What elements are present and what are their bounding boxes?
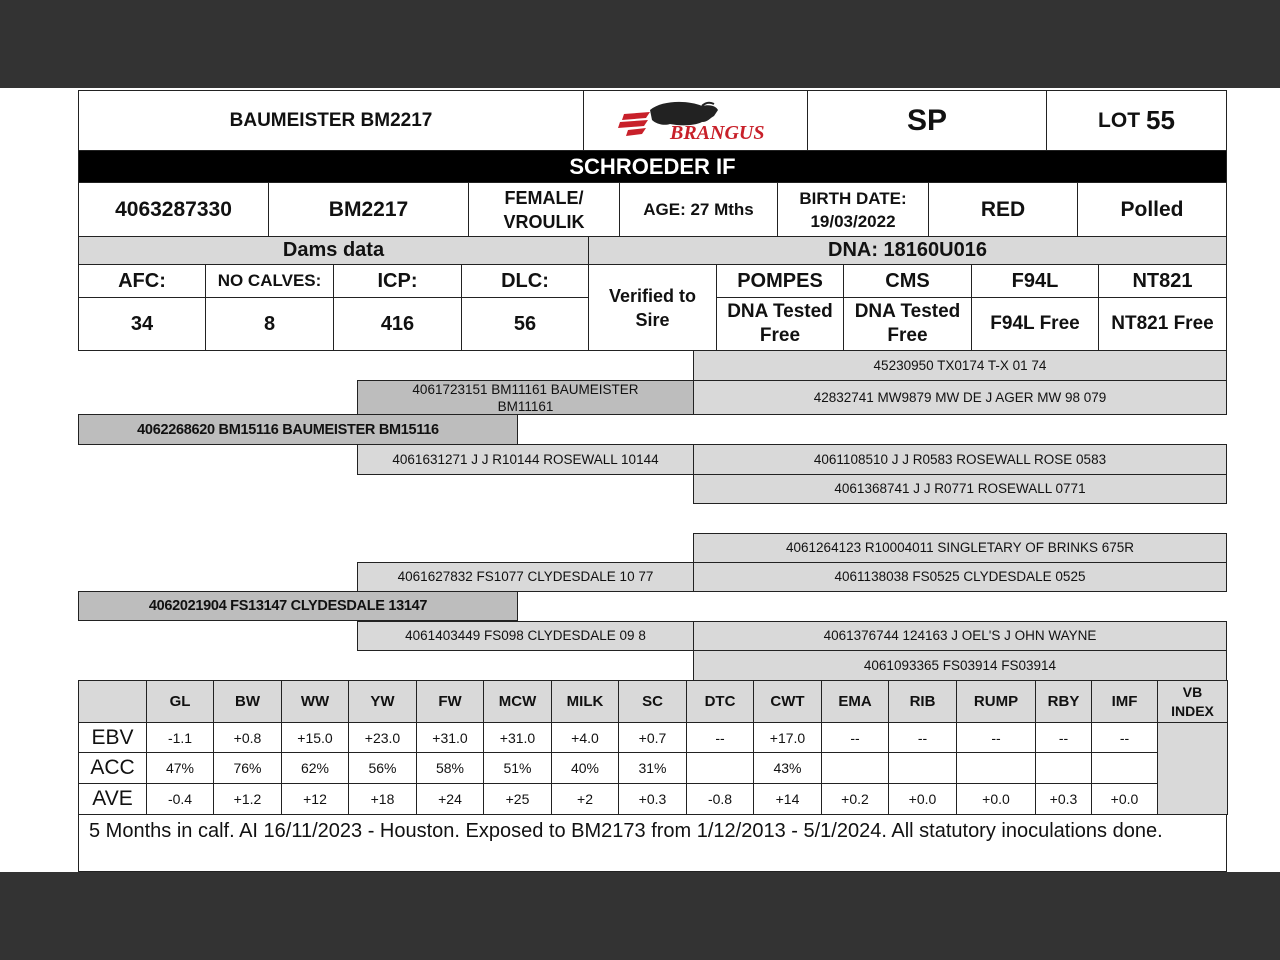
- ebv-column-header: RUMP: [956, 680, 1036, 723]
- ebv-column-header: RIB: [888, 680, 957, 723]
- ebv-value-cell: --: [956, 722, 1036, 753]
- ebv-value-cell: +17.0: [753, 722, 822, 753]
- afc-value: 34: [78, 297, 206, 351]
- ebv-row-label: ACC: [78, 752, 147, 784]
- nt821-label: NT821: [1098, 264, 1227, 298]
- ebv-value-cell: +0.3: [1035, 783, 1092, 815]
- id-number: 4063287330: [78, 182, 269, 237]
- ebv-value-cell: +14: [753, 783, 822, 815]
- ebv-column-header: DTC: [686, 680, 754, 723]
- ebv-row-label: AVE: [78, 783, 147, 815]
- ebv-value-cell: --: [821, 722, 889, 753]
- ebv-column-header: RBY: [1035, 680, 1092, 723]
- f94l-label: F94L: [971, 264, 1099, 298]
- pedigree-sire-sire-sire: 45230950 TX0174 T-X 01 74: [693, 350, 1227, 381]
- ebv-value-cell: -1.1: [146, 722, 214, 753]
- ebv-value-cell: +2: [551, 783, 619, 815]
- pedigree-dam-sire-dam: 4061138038 FS0525 CLYDESDALE 0525: [693, 562, 1227, 592]
- cms-result: DNA Tested Free: [843, 297, 972, 351]
- ebv-value-cell: +1.2: [213, 783, 282, 815]
- calves-label: NO CALVES:: [205, 264, 334, 298]
- ebv-value-cell: +0.7: [618, 722, 687, 753]
- dna-title: DNA: 18160U016: [588, 236, 1227, 265]
- ebv-column-header: WW: [281, 680, 349, 723]
- ebv-value-cell: 31%: [618, 752, 687, 784]
- ebv-column-header: FW: [416, 680, 484, 723]
- ebv-value-cell: --: [888, 722, 957, 753]
- pedigree-sire-dam-sire: 4061108510 J J R0583 ROSEWALL ROSE 0583: [693, 444, 1227, 475]
- ebv-column-header: EMA: [821, 680, 889, 723]
- notes: 5 Months in calf. AI 16/11/2023 - Houston. Exposed to BM2173 from 1/12/2013 - 5/1/2024. All statutory inoculations done.: [78, 814, 1227, 872]
- ebv-value-cell: +18: [348, 783, 417, 815]
- ebv-value-cell: [956, 752, 1036, 784]
- ebv-column-header: BW: [213, 680, 282, 723]
- pedigree-sire: 4062268620 BM15116 BAUMEISTER BM15116: [78, 414, 518, 445]
- ebv-value-cell: -0.4: [146, 783, 214, 815]
- ebv-row-label: EBV: [78, 722, 147, 753]
- ebv-value-cell: [686, 752, 754, 784]
- lot-number: 55: [1146, 105, 1175, 135]
- ebv-value-cell: --: [686, 722, 754, 753]
- pedigree-sire-sire: 4061723151 BM11161 BAUMEISTER BM11161: [357, 380, 694, 415]
- dlc-label: DLC:: [461, 264, 589, 298]
- svg-text:BRANGUS: BRANGUS: [670, 121, 765, 144]
- ebv-value-cell: +4.0: [551, 722, 619, 753]
- ebv-value-cell: 40%: [551, 752, 619, 784]
- ebv-value-cell: 62%: [281, 752, 349, 784]
- bull-logo-icon: [610, 96, 780, 146]
- ebv-value-cell: +0.0: [888, 783, 957, 815]
- ebv-value-cell: 58%: [416, 752, 484, 784]
- ebv-corner-cell: [78, 680, 147, 723]
- ebv-column-header: YW: [348, 680, 417, 723]
- ebv-value-cell: +31.0: [483, 722, 552, 753]
- pedigree-dam-dam-dam: 4061093365 FS03914 FS03914: [693, 650, 1227, 681]
- lot-cell: [1046, 90, 1227, 151]
- ebv-column-header: GL: [146, 680, 214, 723]
- ebv-column-header: MILK: [551, 680, 619, 723]
- calves-value: 8: [205, 297, 334, 351]
- pedigree-dam-sire: 4061627832 FS1077 CLYDESDALE 10 77: [357, 562, 694, 592]
- ebv-value-cell: [888, 752, 957, 784]
- birth-date-value: 19/03/2022: [810, 211, 896, 231]
- ebv-value-cell: +24: [416, 783, 484, 815]
- verified-to-sire: Verified to Sire: [588, 264, 717, 351]
- age-cell: AGE: 27 Mths: [619, 182, 778, 237]
- pedigree-dam-dam: 4061403449 FS098 CLYDESDALE 09 8: [357, 621, 694, 651]
- ebv-value-cell: [1091, 752, 1158, 784]
- birth-date-cell: [777, 182, 929, 237]
- ebv-value-cell: +0.8: [213, 722, 282, 753]
- ebv-value-cell: 51%: [483, 752, 552, 784]
- colour-cell: RED: [928, 182, 1078, 237]
- animal-name: BAUMEISTER BM2217: [78, 90, 584, 151]
- icp-value: 416: [333, 297, 462, 351]
- birth-date-label: BIRTH DATE:: [799, 188, 907, 208]
- ebv-column-header: IMF: [1091, 680, 1158, 723]
- ebv-value-cell: 56%: [348, 752, 417, 784]
- ebv-value-cell: --: [1091, 722, 1158, 753]
- grade-badge: SP: [807, 90, 1047, 151]
- ebv-value-cell: +0.0: [956, 783, 1036, 815]
- dlc-value: 56: [461, 297, 589, 351]
- f94l-result: F94L Free: [971, 297, 1099, 351]
- ebv-value-cell: +23.0: [348, 722, 417, 753]
- ebv-value-cell: 47%: [146, 752, 214, 784]
- ebv-value-cell: +0.2: [821, 783, 889, 815]
- nt821-result: NT821 Free: [1098, 297, 1227, 351]
- sex-cell: FEMALE/ VROULIK: [468, 182, 620, 237]
- pompes-result: DNA Tested Free: [716, 297, 844, 351]
- vb-index-value: [1157, 722, 1228, 815]
- ebv-column-header: SC: [618, 680, 687, 723]
- cms-label: CMS: [843, 264, 972, 298]
- ebv-value-cell: +25: [483, 783, 552, 815]
- pedigree-sire-dam-dam: 4061368741 J J R0771 ROSEWALL 0771: [693, 474, 1227, 504]
- ebv-value-cell: -0.8: [686, 783, 754, 815]
- icp-label: ICP:: [333, 264, 462, 298]
- ebv-value-cell: [821, 752, 889, 784]
- pedigree-sire-sire-dam: 42832741 MW9879 MW DE J AGER MW 98 079: [693, 380, 1227, 415]
- ebv-value-cell: [1035, 752, 1092, 784]
- dams-data-title: Dams data: [78, 236, 589, 265]
- ebv-value-cell: +0.3: [618, 783, 687, 815]
- brangus-logo: [583, 90, 807, 151]
- ebv-value-cell: --: [1035, 722, 1092, 753]
- horn-status-cell: Polled: [1077, 182, 1227, 237]
- vb-index-header: VB INDEX: [1157, 680, 1228, 723]
- ebv-value-cell: 76%: [213, 752, 282, 784]
- pedigree-sire-dam: 4061631271 J J R10144 ROSEWALL 10144: [357, 444, 694, 475]
- lot-label: LOT: [1098, 108, 1141, 132]
- ebv-value-cell: +15.0: [281, 722, 349, 753]
- pedigree-dam: 4062021904 FS13147 CLYDESDALE 13147: [78, 591, 518, 621]
- ebv-value-cell: +12: [281, 783, 349, 815]
- ebv-value-cell: +0.0: [1091, 783, 1158, 815]
- afc-label: AFC:: [78, 264, 206, 298]
- pedigree-dam-sire-sire: 4061264123 R10004011 SINGLETARY OF BRINKS 675R: [693, 533, 1227, 563]
- ebv-value-cell: +31.0: [416, 722, 484, 753]
- ebv-value-cell: 43%: [753, 752, 822, 784]
- breeder-bar: SCHROEDER IF: [78, 150, 1227, 183]
- pompes-label: POMPES: [716, 264, 844, 298]
- ebv-column-header: MCW: [483, 680, 552, 723]
- tag-number: BM2217: [268, 182, 469, 237]
- pedigree-dam-dam-sire: 4061376744 124163 J OEL'S J OHN WAYNE: [693, 621, 1227, 651]
- ebv-column-header: CWT: [753, 680, 822, 723]
